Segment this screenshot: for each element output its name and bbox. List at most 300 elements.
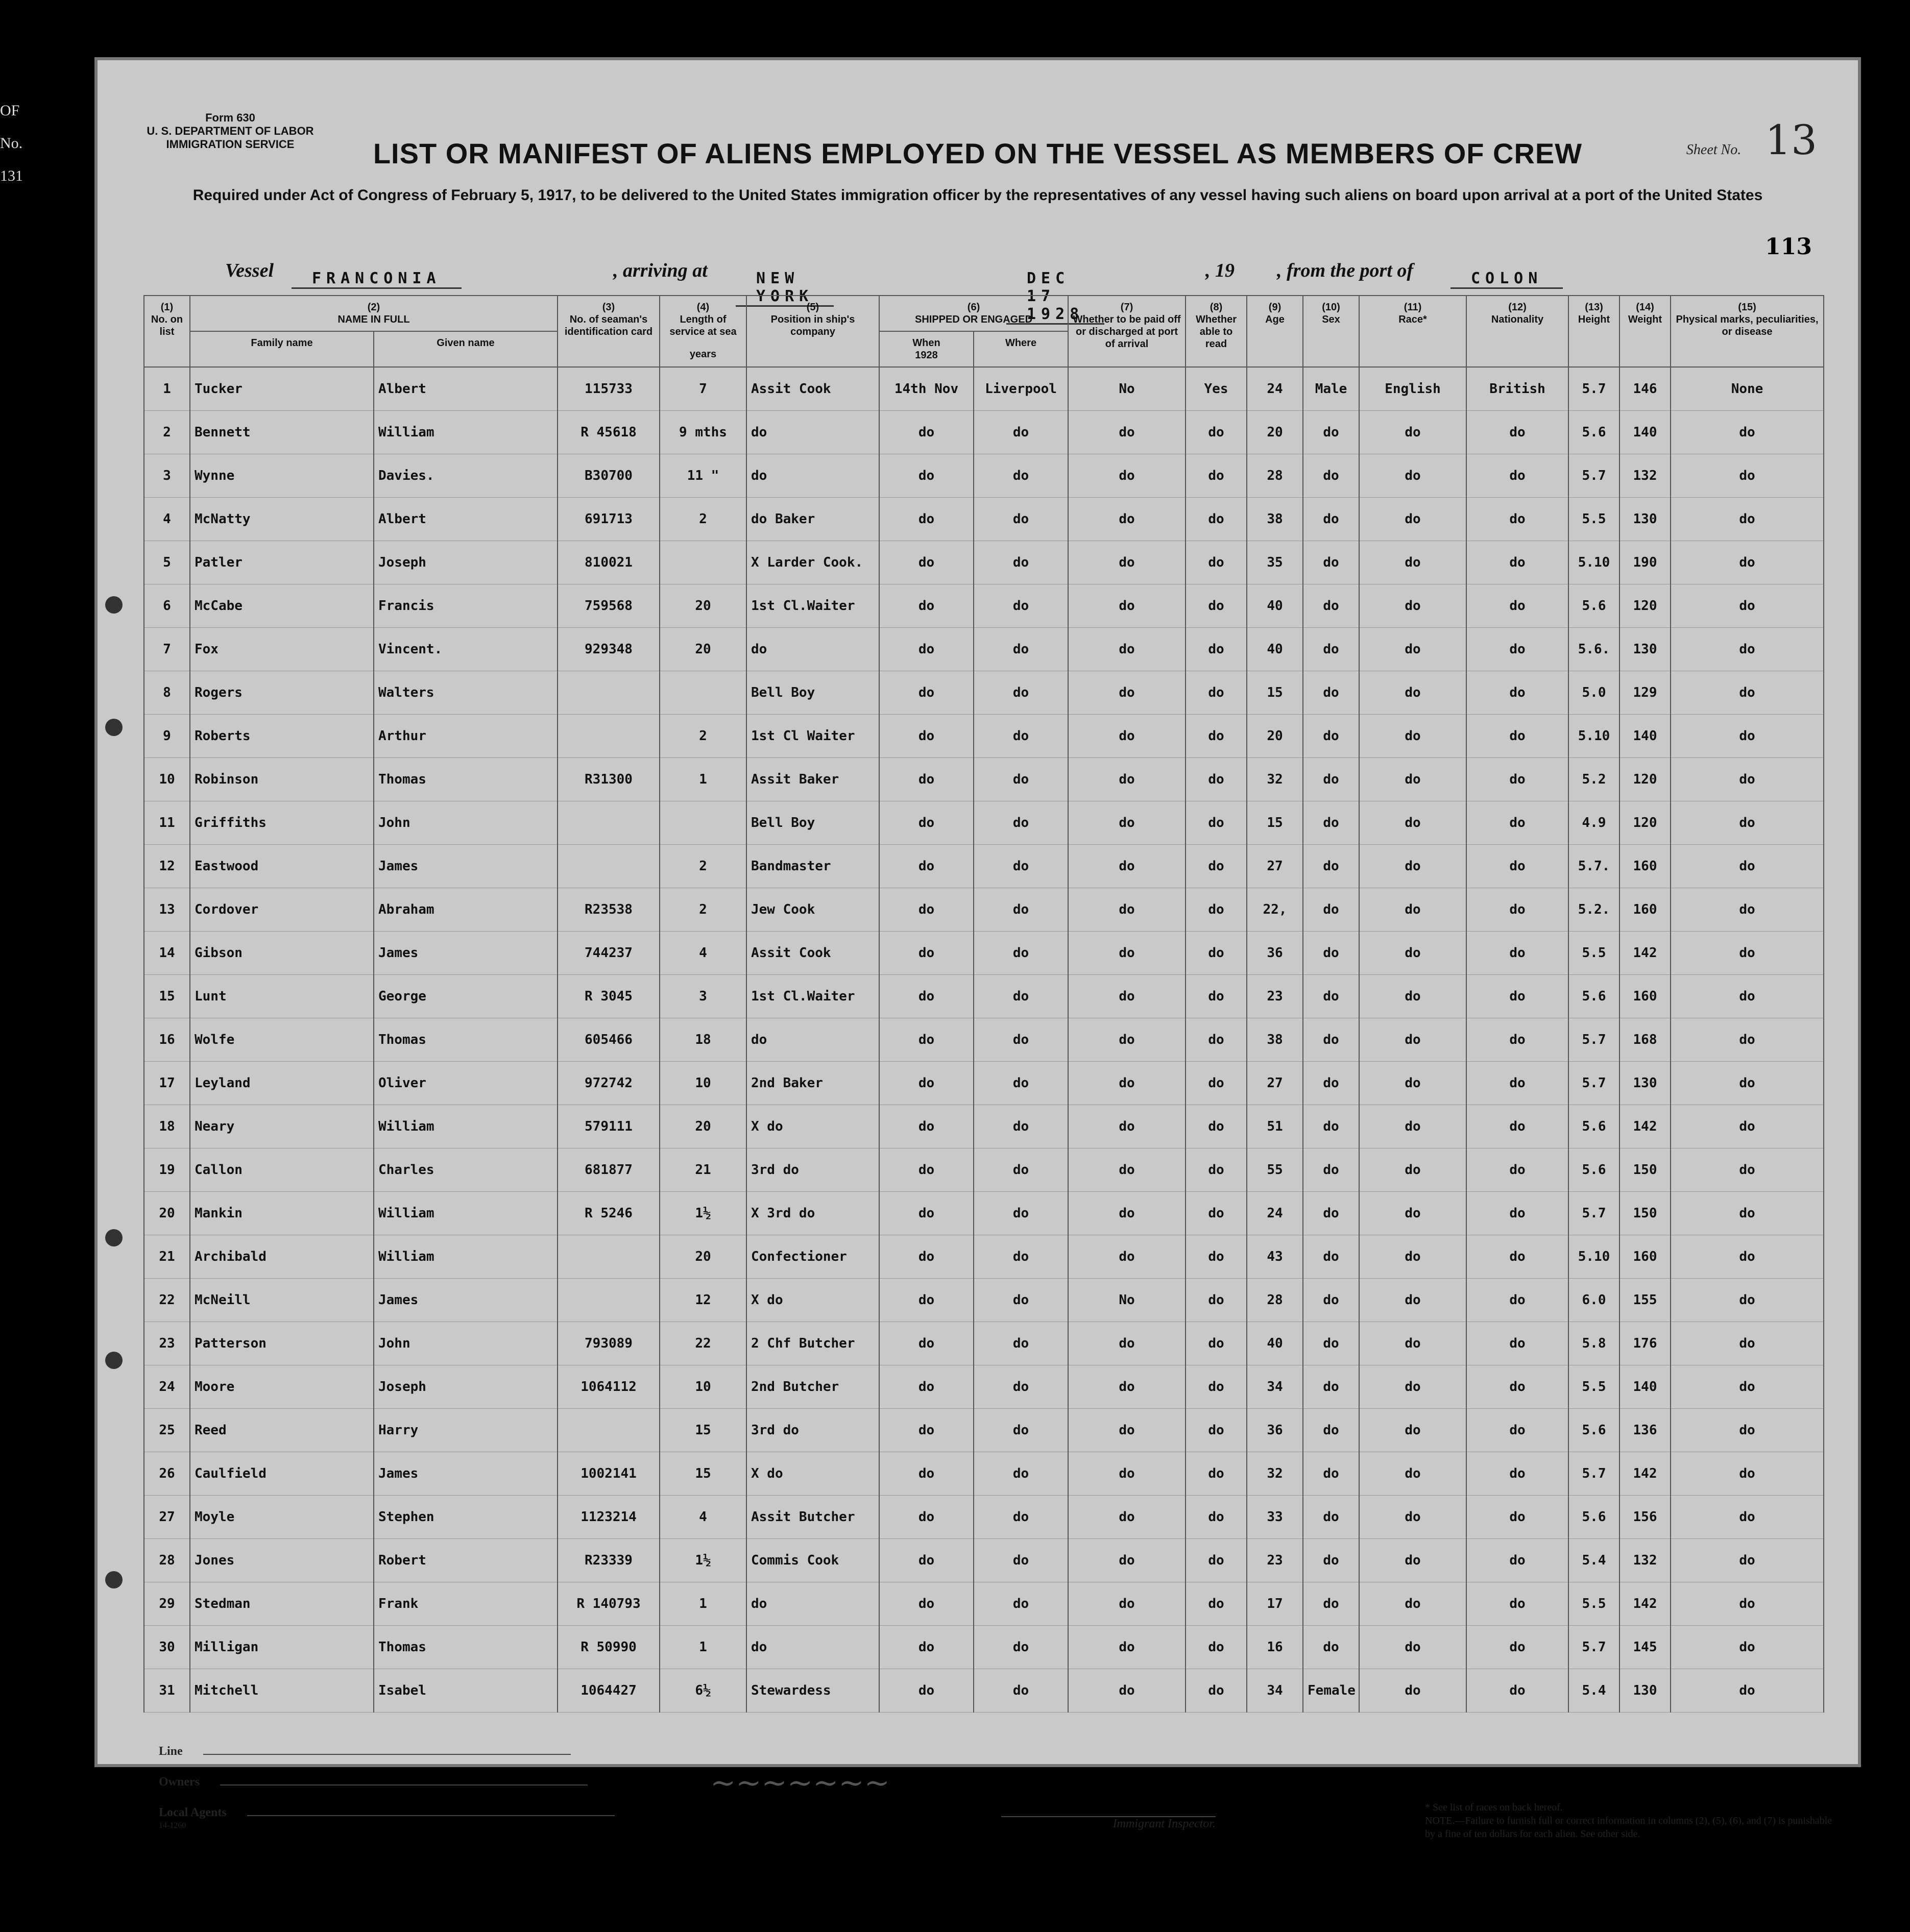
cell-family-name: Mankin — [190, 1192, 374, 1235]
cell-height: 5.2 — [1568, 758, 1619, 801]
cell-weight: 160 — [1619, 845, 1671, 888]
cell-age: 51 — [1247, 1105, 1303, 1148]
cell-height: 5.6 — [1568, 584, 1619, 628]
cell-age: 40 — [1247, 584, 1303, 628]
cell-position: Assit Butcher — [746, 1496, 879, 1539]
cell-no: 8 — [144, 671, 190, 715]
cell-nationality: do — [1466, 801, 1568, 845]
cell-weight: 140 — [1619, 1365, 1671, 1409]
cell-sex: do — [1303, 1105, 1359, 1148]
cell-height: 5.5 — [1568, 932, 1619, 975]
cell-no: 27 — [144, 1496, 190, 1539]
cell-position: Jew Cook — [746, 888, 879, 932]
cell-nationality: do — [1466, 1669, 1568, 1713]
cell-sex: do — [1303, 1322, 1359, 1365]
cell-service: 12 — [660, 1279, 746, 1322]
cell-when: do — [879, 888, 974, 932]
cell-physical: do — [1671, 1148, 1824, 1192]
margin-text-no: No. — [0, 135, 23, 152]
cell-height: 5.8 — [1568, 1322, 1619, 1365]
cell-position: do — [746, 1018, 879, 1062]
cell-service: 15 — [660, 1452, 746, 1496]
cell-service: 18 — [660, 1018, 746, 1062]
header-shipped: (6) SHIPPED OR ENGAGED — [879, 296, 1068, 331]
cell-position: do — [746, 411, 879, 454]
cell-race: do — [1359, 1496, 1466, 1539]
cell-no: 2 — [144, 411, 190, 454]
cell-service: 2 — [660, 845, 746, 888]
cell-able-read: do — [1186, 1322, 1247, 1365]
cell-sex: do — [1303, 1409, 1359, 1452]
cell-age: 24 — [1247, 367, 1303, 411]
cell-when: do — [879, 1539, 974, 1582]
cell-given-name: John — [374, 1322, 558, 1365]
cell-height: 5.6 — [1568, 411, 1619, 454]
form-number: Form 630 — [205, 111, 255, 124]
cell-given-name: James — [374, 845, 558, 888]
cell-height: 5.10 — [1568, 1235, 1619, 1279]
cell-when: do — [879, 1365, 974, 1409]
cell-when: do — [879, 1452, 974, 1496]
cell-paid-off: do — [1068, 1235, 1186, 1279]
cell-nationality: do — [1466, 1192, 1568, 1235]
cell-weight: 130 — [1619, 1669, 1671, 1713]
cell-family-name: Caulfield — [190, 1452, 374, 1496]
table-row — [144, 1365, 1824, 1409]
cell-position: 3rd do — [746, 1148, 879, 1192]
cell-where: do — [974, 1452, 1068, 1496]
cell-no: 5 — [144, 541, 190, 584]
cell-service: 1½ — [660, 1192, 746, 1235]
cell-age: 28 — [1247, 1279, 1303, 1322]
cell-height: 5.7 — [1568, 367, 1619, 411]
cell-family-name: McCabe — [190, 584, 374, 628]
cell-height: 5.6 — [1568, 1105, 1619, 1148]
cell-nationality: do — [1466, 1496, 1568, 1539]
header-name: (2) NAME IN FULL — [190, 296, 558, 331]
cell-no: 23 — [144, 1322, 190, 1365]
cell-where: do — [974, 1539, 1068, 1582]
form-code: 14-1260 — [159, 1821, 186, 1830]
cell-family-name: Wynne — [190, 454, 374, 498]
cell-service: 22 — [660, 1322, 746, 1365]
cell-race: do — [1359, 1582, 1466, 1626]
table-row — [144, 367, 1824, 411]
cell-race: do — [1359, 801, 1466, 845]
cell-height: 5.4 — [1568, 1669, 1619, 1713]
table-row — [144, 671, 1824, 715]
cell-paid-off: do — [1068, 1018, 1186, 1062]
cell-weight: 120 — [1619, 758, 1671, 801]
cell-physical: do — [1671, 671, 1824, 715]
cell-able-read: do — [1186, 541, 1247, 584]
cell-physical: do — [1671, 845, 1824, 888]
table-row — [144, 498, 1824, 541]
table-row — [144, 975, 1824, 1018]
cell-nationality: do — [1466, 628, 1568, 671]
cell-nationality: do — [1466, 584, 1568, 628]
cell-paid-off: do — [1068, 628, 1186, 671]
cell-weight: 160 — [1619, 888, 1671, 932]
cell-family-name: McNeill — [190, 1279, 374, 1322]
cell-paid-off: do — [1068, 845, 1186, 888]
cell-physical: do — [1671, 1496, 1824, 1539]
cell-given-name: William — [374, 1105, 558, 1148]
cell-no: 26 — [144, 1452, 190, 1496]
cell-where: do — [974, 1062, 1068, 1105]
cell-when: do — [879, 1669, 974, 1713]
cell-height: 5.6 — [1568, 1409, 1619, 1452]
cell-no: 14 — [144, 932, 190, 975]
cell-no: 7 — [144, 628, 190, 671]
cell-sex: do — [1303, 845, 1359, 888]
cell-sex: do — [1303, 1582, 1359, 1626]
cell-id-card — [558, 801, 660, 845]
cell-when: do — [879, 1409, 974, 1452]
cell-id-card — [558, 1279, 660, 1322]
cell-paid-off: do — [1068, 584, 1186, 628]
cell-height: 5.10 — [1568, 715, 1619, 758]
cell-race: do — [1359, 1105, 1466, 1148]
cell-nationality: do — [1466, 1409, 1568, 1452]
cell-height: 5.5 — [1568, 498, 1619, 541]
cell-where: Liverpool — [974, 367, 1068, 411]
cell-where: do — [974, 1365, 1068, 1409]
cell-weight: 142 — [1619, 932, 1671, 975]
cell-when: do — [879, 1496, 974, 1539]
margin-text-number: 131 — [0, 167, 23, 184]
cell-paid-off: do — [1068, 411, 1186, 454]
header-weight: (14) Weight — [1619, 296, 1671, 367]
cell-age: 27 — [1247, 1062, 1303, 1105]
cell-able-read: do — [1186, 1365, 1247, 1409]
from-label: , from the port of — [1277, 260, 1414, 281]
page-subtitle: Required under Act of Congress of February 5, 1917, to be delivered to the United States immigration officer by the representatives of any vessel having such aliens on board upon arrival at a port of the United States — [192, 187, 1763, 204]
cell-age: 34 — [1247, 1669, 1303, 1713]
cell-position: Assit Cook — [746, 932, 879, 975]
table-row — [144, 454, 1824, 498]
cell-service: 1½ — [660, 1539, 746, 1582]
cell-service: 4 — [660, 932, 746, 975]
cell-able-read: do — [1186, 715, 1247, 758]
header-able-read: (8) Whether able to read — [1186, 296, 1247, 367]
cell-given-name: James — [374, 932, 558, 975]
cell-race: do — [1359, 932, 1466, 975]
cell-where: do — [974, 1582, 1068, 1626]
cell-able-read: do — [1186, 454, 1247, 498]
cell-race: do — [1359, 1148, 1466, 1192]
cell-nationality: do — [1466, 1062, 1568, 1105]
cell-able-read: do — [1186, 671, 1247, 715]
cell-physical: do — [1671, 1235, 1824, 1279]
table-row — [144, 801, 1824, 845]
cell-service: 2 — [660, 498, 746, 541]
cell-physical: do — [1671, 1582, 1824, 1626]
cell-no: 21 — [144, 1235, 190, 1279]
cell-nationality: do — [1466, 1105, 1568, 1148]
header-height: (13) Height — [1568, 296, 1619, 367]
cell-when: do — [879, 541, 974, 584]
table-row — [144, 845, 1824, 888]
binder-hole-icon — [105, 596, 123, 614]
cell-nationality: do — [1466, 1626, 1568, 1669]
cell-given-name: Thomas — [374, 1626, 558, 1669]
cell-physical: do — [1671, 1409, 1824, 1452]
table-row — [144, 1496, 1824, 1539]
cell-paid-off: do — [1068, 1452, 1186, 1496]
cell-when: 14th Nov — [879, 367, 974, 411]
cell-service: 1 — [660, 758, 746, 801]
cell-age: 35 — [1247, 541, 1303, 584]
cell-paid-off: do — [1068, 1626, 1186, 1669]
cell-nationality: do — [1466, 715, 1568, 758]
cell-position: 2nd Butcher — [746, 1365, 879, 1409]
cell-id-card: 759568 — [558, 584, 660, 628]
cell-nationality: do — [1466, 888, 1568, 932]
cell-age: 34 — [1247, 1365, 1303, 1409]
vessel-label: Vessel — [225, 260, 274, 281]
cell-race: do — [1359, 411, 1466, 454]
cell-able-read: do — [1186, 1235, 1247, 1279]
cell-weight: 150 — [1619, 1148, 1671, 1192]
cell-paid-off: do — [1068, 1496, 1186, 1539]
cell-paid-off: do — [1068, 1322, 1186, 1365]
header-nationality: (12) Nationality — [1466, 296, 1568, 367]
cell-when: do — [879, 671, 974, 715]
cell-age: 22, — [1247, 888, 1303, 932]
cell-able-read: do — [1186, 888, 1247, 932]
cell-id-card: R 5246 — [558, 1192, 660, 1235]
cell-when: do — [879, 498, 974, 541]
cell-race: do — [1359, 584, 1466, 628]
line-field: Line — [159, 1745, 571, 1758]
table-row — [144, 1539, 1824, 1582]
cell-id-card: 972742 — [558, 1062, 660, 1105]
table-row — [144, 1148, 1824, 1192]
cell-family-name: Gibson — [190, 932, 374, 975]
table-row — [144, 1018, 1824, 1062]
cell-weight: 156 — [1619, 1496, 1671, 1539]
cell-service: 20 — [660, 1235, 746, 1279]
cell-position: Assit Cook — [746, 367, 879, 411]
cell-paid-off: No — [1068, 1279, 1186, 1322]
cell-nationality: do — [1466, 1322, 1568, 1365]
cell-physical: None — [1671, 367, 1824, 411]
cell-where: do — [974, 801, 1068, 845]
cell-sex: do — [1303, 671, 1359, 715]
cell-given-name: Abraham — [374, 888, 558, 932]
cell-paid-off: do — [1068, 715, 1186, 758]
cell-nationality: do — [1466, 454, 1568, 498]
cell-position: X do — [746, 1105, 879, 1148]
cell-physical: do — [1671, 1452, 1824, 1496]
cell-weight: 129 — [1619, 671, 1671, 715]
cell-given-name: Frank — [374, 1582, 558, 1626]
cell-paid-off: do — [1068, 888, 1186, 932]
cell-given-name: Stephen — [374, 1496, 558, 1539]
cell-where: do — [974, 1322, 1068, 1365]
cell-where: do — [974, 498, 1068, 541]
cell-race: do — [1359, 1409, 1466, 1452]
cell-physical: do — [1671, 758, 1824, 801]
cell-height: 4.9 — [1568, 801, 1619, 845]
header-family-name: Family name — [190, 331, 374, 367]
cell-no: 28 — [144, 1539, 190, 1582]
cell-id-card: 1002141 — [558, 1452, 660, 1496]
header-id-card: (3) No. of seaman's identification card — [558, 296, 660, 367]
cell-sex: do — [1303, 584, 1359, 628]
table-row — [144, 1062, 1824, 1105]
cell-service — [660, 671, 746, 715]
cell-family-name: Rogers — [190, 671, 374, 715]
cell-family-name: Archibald — [190, 1235, 374, 1279]
cell-able-read: do — [1186, 845, 1247, 888]
cell-id-card: R 3045 — [558, 975, 660, 1018]
cell-when: do — [879, 1235, 974, 1279]
cell-able-read: do — [1186, 758, 1247, 801]
cell-weight: 160 — [1619, 1235, 1671, 1279]
cell-sex: do — [1303, 1062, 1359, 1105]
cell-age: 38 — [1247, 1018, 1303, 1062]
page-number: 113 — [1765, 234, 1812, 260]
table-row — [144, 1669, 1824, 1713]
cell-nationality: do — [1466, 1148, 1568, 1192]
cell-height: 6.0 — [1568, 1279, 1619, 1322]
cell-age: 38 — [1247, 498, 1303, 541]
cell-able-read: do — [1186, 1279, 1247, 1322]
cell-family-name: Fox — [190, 628, 374, 671]
cell-physical: do — [1671, 1279, 1824, 1322]
table-row — [144, 715, 1824, 758]
cell-family-name: Jones — [190, 1539, 374, 1582]
local-agents-field: Local Agents — [159, 1806, 615, 1820]
cell-family-name: Wolfe — [190, 1018, 374, 1062]
cell-sex: do — [1303, 498, 1359, 541]
cell-height: 5.2. — [1568, 888, 1619, 932]
cell-position: 2nd Baker — [746, 1062, 879, 1105]
cell-given-name: Joseph — [374, 541, 558, 584]
cell-when: do — [879, 1582, 974, 1626]
inspector-signature-icon: ~~~~~~~ — [710, 1765, 890, 1801]
cell-weight: 150 — [1619, 1192, 1671, 1235]
cell-physical: do — [1671, 1365, 1824, 1409]
cell-service: 20 — [660, 628, 746, 671]
table-row — [144, 1235, 1824, 1279]
cell-able-read: do — [1186, 1192, 1247, 1235]
cell-race: do — [1359, 1235, 1466, 1279]
cell-when: do — [879, 801, 974, 845]
cell-weight: 140 — [1619, 715, 1671, 758]
cell-where: do — [974, 1409, 1068, 1452]
cell-age: 15 — [1247, 671, 1303, 715]
cell-position: 3rd do — [746, 1409, 879, 1452]
cell-physical: do — [1671, 1018, 1824, 1062]
cell-no: 18 — [144, 1105, 190, 1148]
cell-race: do — [1359, 1322, 1466, 1365]
sheet-label: Sheet No. — [1686, 142, 1742, 158]
cell-weight: 130 — [1619, 1062, 1671, 1105]
cell-paid-off: do — [1068, 1105, 1186, 1148]
cell-height: 5.7 — [1568, 454, 1619, 498]
cell-sex: do — [1303, 1235, 1359, 1279]
cell-no: 9 — [144, 715, 190, 758]
sheet-value: 13 — [1765, 116, 1817, 164]
cell-position: 1st Cl.Waiter — [746, 975, 879, 1018]
cell-weight: 142 — [1619, 1105, 1671, 1148]
cell-paid-off: do — [1068, 454, 1186, 498]
cell-service: 10 — [660, 1062, 746, 1105]
cell-id-card: R31300 — [558, 758, 660, 801]
cell-when: do — [879, 845, 974, 888]
cell-physical: do — [1671, 1539, 1824, 1582]
cell-position: 1st Cl Waiter — [746, 715, 879, 758]
owners-field: Owners — [159, 1775, 588, 1789]
cell-no: 13 — [144, 888, 190, 932]
cell-physical: do — [1671, 1322, 1824, 1365]
cell-service: 11 " — [660, 454, 746, 498]
table-row — [144, 932, 1824, 975]
cell-when: do — [879, 411, 974, 454]
cell-service: 1 — [660, 1582, 746, 1626]
header-physical: (15) Physical marks, peculiarities, or disease — [1671, 296, 1824, 367]
cell-weight: 132 — [1619, 1539, 1671, 1582]
cell-race: do — [1359, 715, 1466, 758]
cell-age: 20 — [1247, 715, 1303, 758]
cell-height: 5.6 — [1568, 975, 1619, 1018]
cell-id-card: R23339 — [558, 1539, 660, 1582]
cell-given-name: Harry — [374, 1409, 558, 1452]
margin-text-of: OF — [0, 102, 20, 119]
cell-weight: 142 — [1619, 1452, 1671, 1496]
header-where: Where — [974, 331, 1068, 367]
cell-id-card: 605466 — [558, 1018, 660, 1062]
cell-nationality: do — [1466, 411, 1568, 454]
cell-service: 15 — [660, 1409, 746, 1452]
cell-able-read: do — [1186, 975, 1247, 1018]
cell-family-name: Lunt — [190, 975, 374, 1018]
cell-service — [660, 801, 746, 845]
cell-given-name: Oliver — [374, 1062, 558, 1105]
cell-service: 2 — [660, 715, 746, 758]
cell-where: do — [974, 454, 1068, 498]
cell-position: do — [746, 1582, 879, 1626]
cell-able-read: do — [1186, 1409, 1247, 1452]
cell-age: 55 — [1247, 1148, 1303, 1192]
cell-position: do — [746, 628, 879, 671]
header-when: When 1928 — [879, 331, 974, 367]
cell-physical: do — [1671, 541, 1824, 584]
cell-where: do — [974, 845, 1068, 888]
cell-service: 1 — [660, 1626, 746, 1669]
cell-service: 10 — [660, 1365, 746, 1409]
cell-service: 20 — [660, 1105, 746, 1148]
cell-id-card — [558, 1409, 660, 1452]
arrival-date: DEC 17 1928 — [1006, 270, 1104, 325]
cell-race: do — [1359, 975, 1466, 1018]
cell-no: 25 — [144, 1409, 190, 1452]
cell-age: 27 — [1247, 845, 1303, 888]
cell-where: do — [974, 1192, 1068, 1235]
cell-no: 16 — [144, 1018, 190, 1062]
cell-position: Stewardess — [746, 1669, 879, 1713]
cell-weight: 190 — [1619, 541, 1671, 584]
cell-no: 30 — [144, 1626, 190, 1669]
cell-family-name: Neary — [190, 1105, 374, 1148]
cell-height: 5.5 — [1568, 1365, 1619, 1409]
cell-nationality: do — [1466, 541, 1568, 584]
cell-race: do — [1359, 1669, 1466, 1713]
cell-able-read: do — [1186, 1148, 1247, 1192]
